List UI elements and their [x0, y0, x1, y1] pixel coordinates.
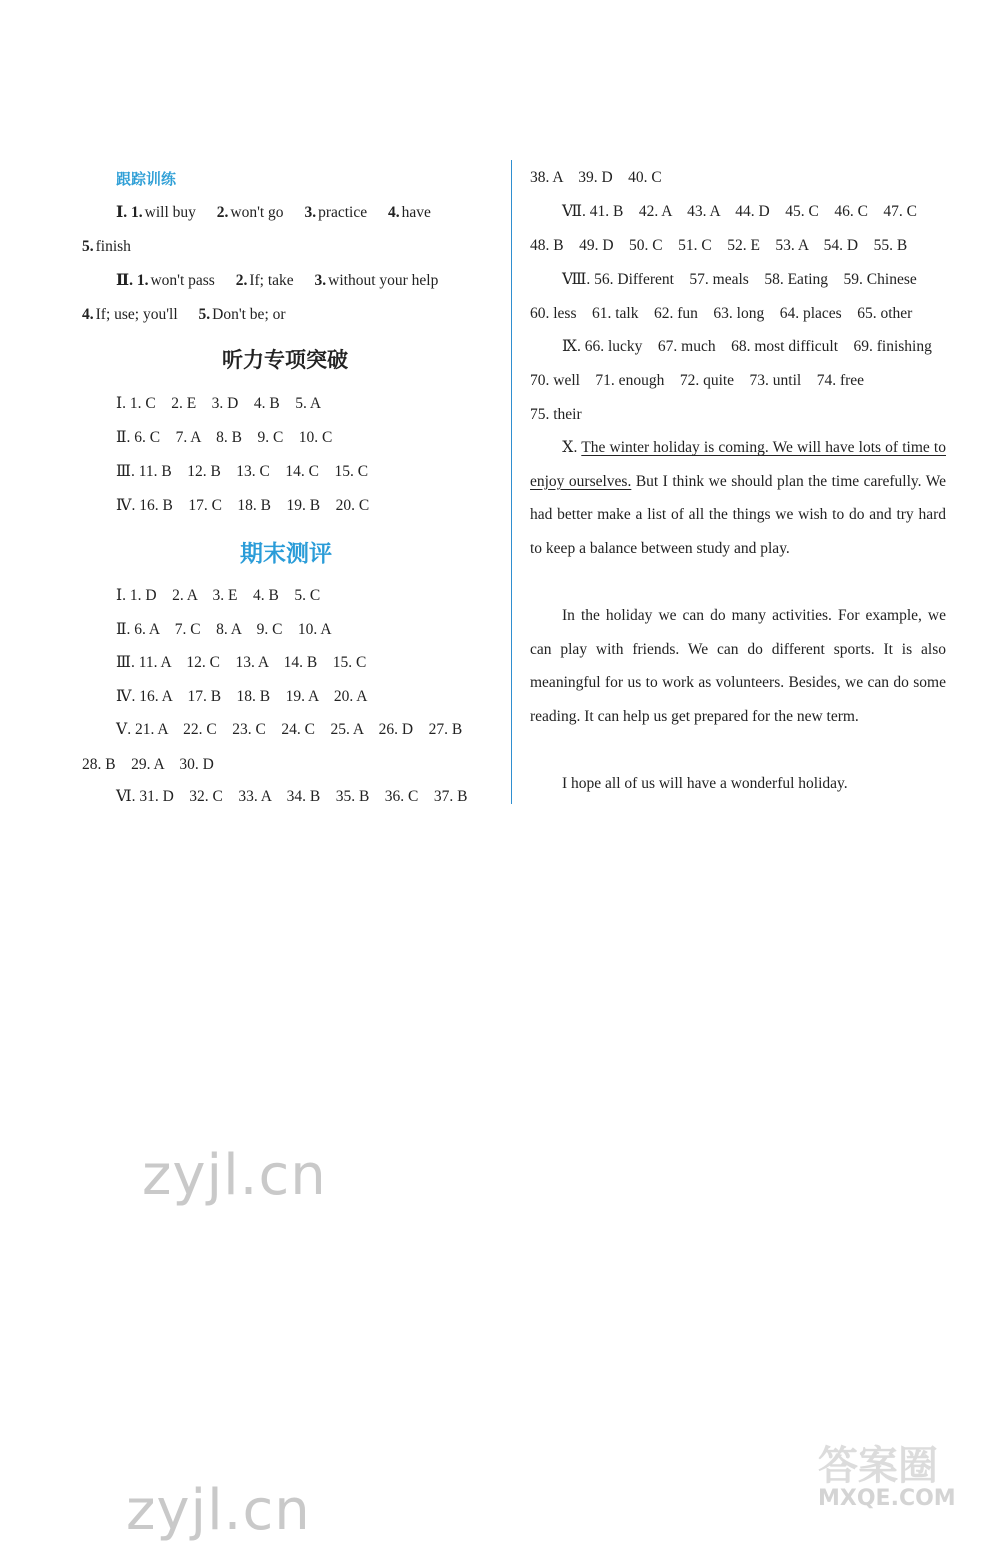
answers-line-5: 60. less 61. talk 62. fun 63. long 64. places 65. other [530, 305, 913, 322]
tracking-line-4: 4. If; use; you'll 5. Don't be; or [82, 306, 286, 323]
essay-paragraph-3: I hope all of us will have a wonderful holiday. [562, 775, 848, 792]
listening-line-2: Ⅱ. 6. C 7. A 8. B 9. C 10. C [116, 429, 333, 446]
answers-line-1: 38. A 39. D 40. C [530, 169, 662, 186]
final-line-6: 28. B 29. A 30. D [82, 756, 214, 773]
tracking-line-2: 5. finish [82, 238, 131, 255]
final-title: 期末测评 [240, 541, 332, 567]
essay-paragraph-1 [530, 431, 946, 565]
listening-line-3: Ⅲ. 11. B 12. B 13. C 14. C 15. C [116, 463, 369, 480]
watermark-corner-cn: 答案圈 [818, 1443, 938, 1489]
listening-title: 听力专项突破 [222, 348, 348, 372]
answers-line-4: Ⅷ. 56. Different 57. meals 58. Eating 59. Chinese [562, 271, 917, 288]
watermark-mid: zyjl.cn [142, 1143, 327, 1208]
watermark-bottom: zyjl.cn [126, 1478, 311, 1543]
tracking-line-1: Ⅰ. 1. will buy 2. won't go 3. practice 4. have [116, 204, 431, 221]
answers-line-8: 75. their [530, 406, 582, 423]
answers-line-6: Ⅸ. 66. lucky 67. much 68. most difficult 69. finishing [562, 338, 932, 355]
essay-underlined: The winter holiday is coming. We will have lots of time to enjoy ourselves. [530, 439, 946, 490]
essay-p1-rest: But I think we should plan the time carefully. We had better make a list of all the things we wish to do and try hard to keep a balance between study and play. [530, 472, 947, 557]
final-line-4: Ⅳ. 16. A 17. B 18. B 19. A 20. A [116, 688, 368, 705]
answers-line-7: 70. well 71. enough 72. quite 73. until 74. free [530, 372, 865, 389]
final-line-3: Ⅲ. 11. A 12. C 13. A 14. B 15. C [116, 654, 367, 671]
final-line-5: Ⅴ. 21. A 22. C 23. C 24. C 25. A 26. D 27. B [116, 721, 463, 738]
tracking-line-3: Ⅱ. 1. won't pass 2. If; take 3. without your help [116, 272, 439, 289]
watermark-corner-url: MXQE.COM [818, 1486, 956, 1511]
essay-label: Ⅹ. [562, 439, 578, 456]
essay-paragraph-2: In the holiday we can do many activities. For example, we can play with friends. We can do different sports. It is also meaningful for us to work as volunteers. Besides, we can do some reading. It can help us get prepared for the new term. [530, 607, 946, 725]
final-line-7: Ⅵ. 31. D 32. C 33. A 34. B 35. B 36. C 37. B [116, 788, 468, 805]
column-divider [511, 160, 512, 804]
listening-line-1: Ⅰ. 1. C 2. E 3. D 4. B 5. A [116, 395, 322, 412]
tracking-heading: 跟踪训练 [116, 170, 177, 188]
answers-line-2: Ⅶ. 41. B 42. A 43. A 44. D 45. C 46. C 47. C [562, 203, 918, 220]
listening-line-4: Ⅳ. 16. B 17. C 18. B 19. B 20. C [116, 497, 370, 514]
answers-line-3: 48. B 49. D 50. C 51. C 52. E 53. A 54. D 55. B [530, 237, 908, 254]
final-line-2: Ⅱ. 6. A 7. C 8. A 9. C 10. A [116, 621, 332, 638]
final-line-1: Ⅰ. 1. D 2. A 3. E 4. B 5. C [116, 587, 321, 604]
